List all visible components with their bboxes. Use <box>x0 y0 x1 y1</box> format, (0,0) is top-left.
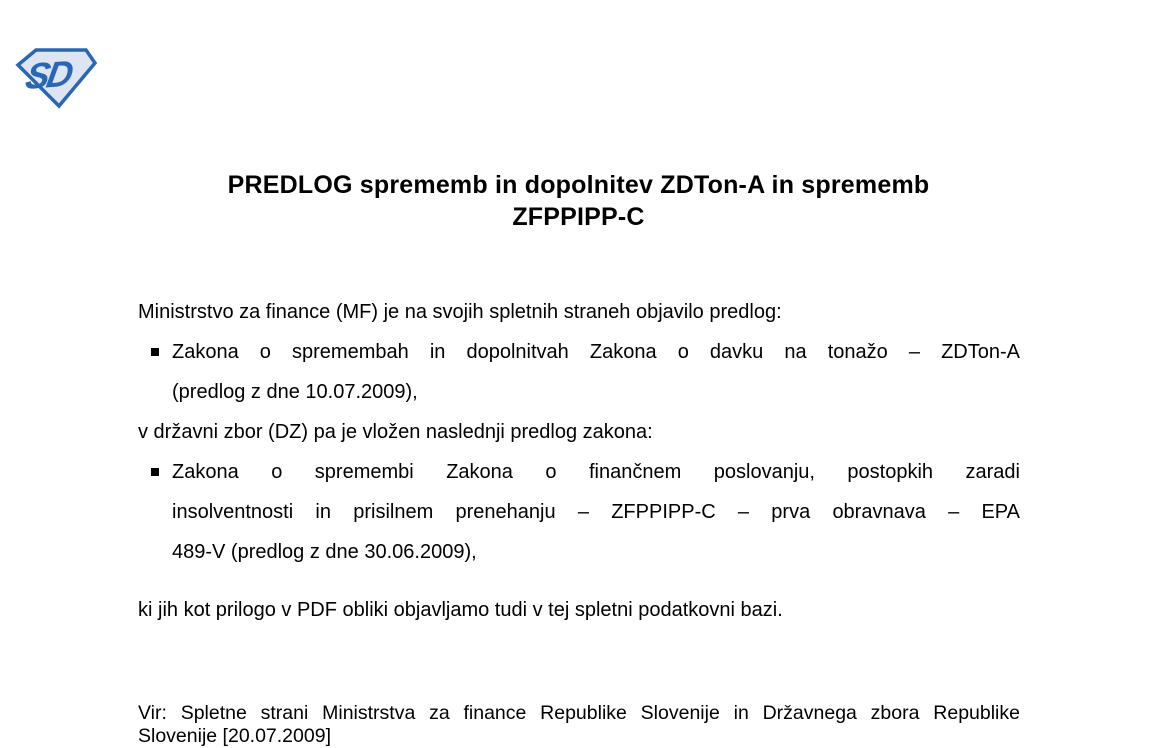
bullet-line: Zakona o spremembi Zakona o finančnem poslovanju, postopkih zaradi <box>172 461 1020 483</box>
source-line: Vir: Spletne strani Ministrstva za finance Republike Slovenije in Državnega zbora Republike <box>138 702 1020 724</box>
document-title <box>0 169 1157 233</box>
connector-paragraph: v državni zbor (DZ) pa je vložen naslednji predlog zakona: <box>138 421 653 443</box>
title-line-2: ZFPPIPP-C <box>512 203 645 231</box>
logo-letters: SD <box>22 52 74 97</box>
sd-logo <box>14 47 98 109</box>
bullet-line: Zakona o spremembah in dopolnitvah Zakona o davku na tonažo – ZDTon-A <box>172 341 1020 363</box>
title-line-1: PREDLOG sprememb in dopolnitev ZDTon-A in sprememb <box>227 171 930 199</box>
bullet-square-icon <box>151 348 159 356</box>
bullet-item-zfppipp <box>138 452 1020 572</box>
closing-paragraph: ki jih kot prilogo v PDF obliki objavljamo tudi v tej spletni podatkovni bazi. <box>138 599 783 621</box>
document-body <box>138 292 1020 748</box>
bullet-line: insolventnosti in prisilnem prenehanju – ZFPPIPP-C – prva obravnava – EPA <box>172 501 1020 523</box>
sd-logo-graphic <box>14 47 98 109</box>
source-line: Slovenije [20.07.2009] <box>138 725 331 747</box>
bullet-item-zdton <box>138 332 1020 412</box>
bullet-line: 489-V (predlog z dne 30.06.2009), <box>172 541 477 563</box>
source-note <box>138 702 1020 748</box>
bullet-square-icon <box>151 468 159 476</box>
bullet-line: (predlog z dne 10.07.2009), <box>172 381 418 403</box>
intro-paragraph: Ministrstvo za finance (MF) je na svojih spletnih straneh objavilo predlog: <box>138 301 782 323</box>
